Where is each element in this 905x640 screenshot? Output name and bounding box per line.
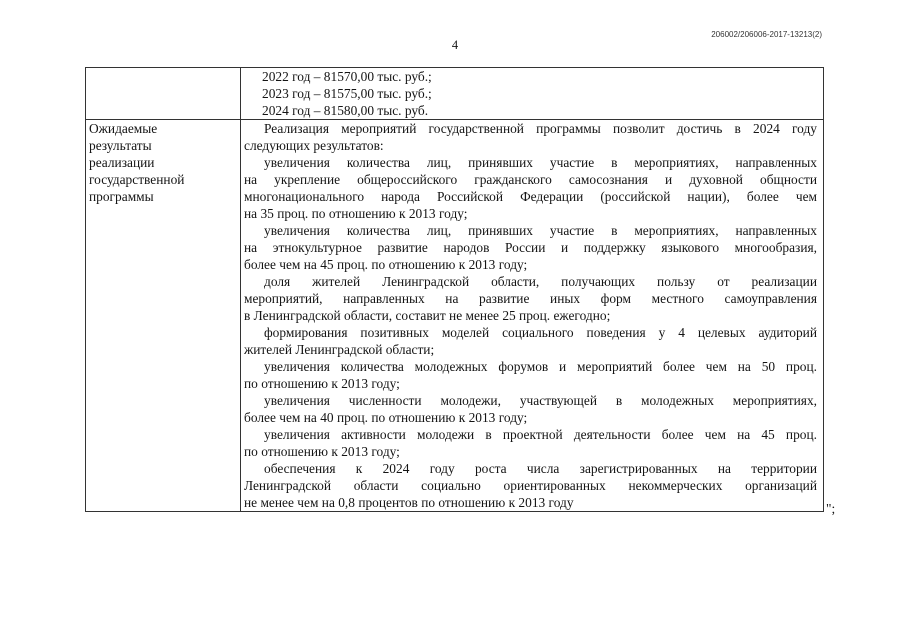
- results-paragraph: [244, 460, 817, 511]
- page-number: 4: [451, 38, 459, 52]
- paragraph-line: мероприятий, направленных на развитие иных форм местного самоуправления: [244, 291, 817, 306]
- paragraph-line: Реализация мероприятий государственной программы позволит достичь в 2024 году: [264, 121, 817, 136]
- results-label-line: государственной: [89, 172, 185, 187]
- paragraph-line: по отношению к 2013 году;: [244, 444, 400, 459]
- results-paragraph: [244, 222, 817, 273]
- paragraph-line: не менее чем на 0,8 процентов по отношению к 2013 году: [244, 495, 574, 510]
- paragraph-line: формирования позитивных моделей социального поведения у 4 целевых аудиторий: [264, 325, 817, 340]
- paragraph-line: многонационального народа Российской Федерации (российской нации), более чем: [244, 189, 817, 204]
- results-paragraph: [244, 120, 817, 154]
- funding-line: 2022 год – 81570,00 тыс. руб.;: [262, 69, 432, 84]
- paragraph-line: увеличения количества лиц, принявших участие в мероприятиях, направленных: [264, 223, 817, 238]
- results-label-line: программы: [89, 189, 154, 204]
- paragraph-line: увеличения активности молодежи в проектной деятельности более чем на 45 проц.: [264, 427, 817, 442]
- paragraph-line: Ленинградской области социально ориентированных некоммерческих организаций: [244, 478, 817, 493]
- paragraph-line: обеспечения к 2024 году роста числа зарегистрированных на территории: [264, 461, 817, 476]
- results-paragraph: [244, 154, 817, 222]
- results-label-line: реализации: [89, 155, 155, 170]
- funding-line: 2023 год – 81575,00 тыс. руб.;: [262, 86, 432, 101]
- results-label-cell: [86, 120, 241, 512]
- results-paragraph: [244, 392, 817, 426]
- funding-cell: [241, 68, 824, 120]
- paragraph-line: в Ленинградской области, составит не менее 25 проц. ежегодно;: [244, 308, 611, 323]
- results-label-line: результаты: [89, 138, 152, 153]
- paragraph-line: более чем на 40 проц. по отношению к 2013 году;: [244, 410, 528, 425]
- paragraph-line: доля жителей Ленинградской области, получающих пользу от реализации: [264, 274, 817, 289]
- paragraph-line: следующих результатов:: [244, 138, 384, 153]
- closing-quote-mark: ";: [826, 501, 836, 516]
- paragraph-line: на этнокультурное развитие народов России и поддержку языкового многообразия,: [244, 240, 817, 255]
- paragraph-line: увеличения количества молодежных форумов и мероприятий более чем на 50 проц.: [264, 359, 817, 374]
- table-row-results: [86, 120, 824, 512]
- results-paragraph: [244, 324, 817, 358]
- paragraph-line: по отношению к 2013 году;: [244, 376, 400, 391]
- results-paragraph: [244, 426, 817, 460]
- program-table: [85, 67, 824, 512]
- paragraph-line: более чем на 45 проц. по отношению к 2013 году;: [244, 257, 528, 272]
- paragraph-line: на 35 проц. по отношению к 2013 году;: [244, 206, 468, 221]
- paragraph-line: жителей Ленинградской области;: [244, 342, 435, 357]
- document-id: 206002/206006-2017-13213(2): [711, 30, 822, 39]
- paragraph-line: на укрепление общероссийского гражданского самосознания и духовной общности: [244, 172, 817, 187]
- results-paragraph: [244, 358, 817, 392]
- table-row-funding: [86, 68, 824, 120]
- results-text-cell: [241, 120, 824, 512]
- results-paragraph: [244, 273, 817, 324]
- paragraph-line: увеличения количества лиц, принявших участие в мероприятиях, направленных: [264, 155, 817, 170]
- paragraph-line: увеличения численности молодежи, участвующей в молодежных мероприятиях,: [264, 393, 817, 408]
- row-label-empty: [86, 68, 241, 120]
- funding-line: 2024 год – 81580,00 тыс. руб.: [262, 103, 429, 118]
- results-label-line: Ожидаемые: [89, 121, 158, 136]
